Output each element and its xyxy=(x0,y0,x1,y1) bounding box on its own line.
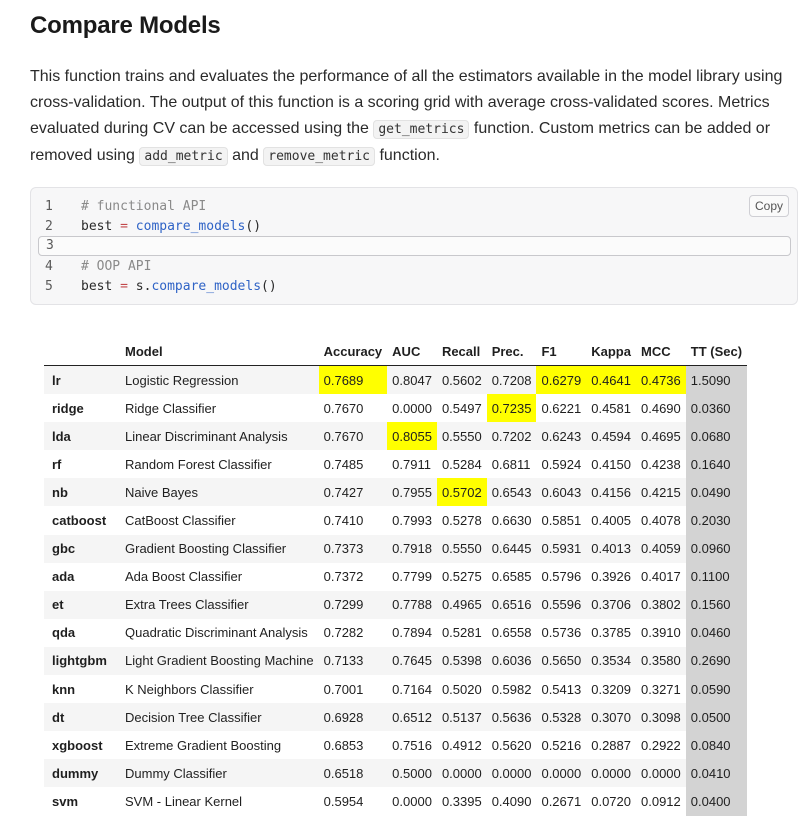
cell-mcc: 0.3580 xyxy=(636,647,686,675)
cell-index: knn xyxy=(52,681,76,697)
cell-kappa: 0.0720 xyxy=(591,793,631,809)
cell-auc: 0.7788 xyxy=(387,591,437,619)
description xyxy=(30,64,800,170)
cell-accuracy: 0.7299 xyxy=(319,591,388,619)
cell-index: nb xyxy=(44,478,120,506)
inline-code-remove-metric: remove_metric xyxy=(263,147,375,166)
cell-recall: 0.5398 xyxy=(437,647,487,675)
cell-kappa: 0.4581 xyxy=(591,400,631,416)
column-header-recall: Recall xyxy=(437,338,487,366)
cell-precision: 0.5982 xyxy=(491,681,532,697)
cell-precision: 0.7235 xyxy=(487,394,537,422)
cell-model: K Neighbors Classifier xyxy=(125,681,254,697)
cell-kappa: 0.3534 xyxy=(586,647,636,675)
cell-tt: 1.5090 xyxy=(686,366,747,395)
cell-f1: 0.5413 xyxy=(541,681,582,697)
cell-recall: 0.4912 xyxy=(441,737,482,753)
column-header-f1: F1 xyxy=(536,338,586,366)
cell-model: Gradient Boosting Classifier xyxy=(120,535,319,563)
cell-kappa: 0.4156 xyxy=(586,478,636,506)
cell-mcc: 0.4215 xyxy=(636,478,686,506)
table-row xyxy=(44,394,747,422)
code-line-5 xyxy=(31,277,797,297)
cell-kappa: 0.4150 xyxy=(591,456,631,472)
description-text-4: function. xyxy=(375,147,440,164)
cell-precision: 0.6036 xyxy=(487,647,537,675)
cell-f1: 0.2671 xyxy=(541,793,582,809)
cell-kappa: 0.4594 xyxy=(586,422,636,450)
cell-kappa: 0.3706 xyxy=(586,591,636,619)
cell-tt: 0.2030 xyxy=(686,506,747,534)
cell-recall: 0.5702 xyxy=(437,478,487,506)
cell-auc: 0.7955 xyxy=(387,478,437,506)
cell-model: Decision Tree Classifier xyxy=(120,703,319,731)
cell-recall: 0.5020 xyxy=(441,681,482,697)
cell-recall: 0.5284 xyxy=(441,456,482,472)
code-object: s. xyxy=(135,279,152,294)
cell-precision: 0.6516 xyxy=(487,591,537,619)
cell-f1: 0.5216 xyxy=(541,737,582,753)
cell-mcc: 0.4017 xyxy=(641,569,681,585)
table-row xyxy=(44,787,747,815)
code-statement xyxy=(81,277,277,297)
table-row xyxy=(44,675,747,703)
cell-accuracy: 0.5954 xyxy=(323,793,364,809)
cell-tt: 0.0590 xyxy=(686,675,747,703)
cell-auc: 0.5000 xyxy=(387,759,437,787)
table-row xyxy=(44,535,747,563)
cell-model: SVM - Linear Kernel xyxy=(125,793,243,809)
cell-precision: 0.6811 xyxy=(491,456,531,472)
table-row xyxy=(44,506,747,534)
cell-accuracy: 0.7373 xyxy=(319,535,388,563)
cell-recall: 0.4965 xyxy=(437,591,487,619)
cell-auc: 0.0000 xyxy=(392,400,432,416)
cell-mcc: 0.3910 xyxy=(641,625,681,641)
cell-model: Ada Boost Classifier xyxy=(125,569,243,585)
cell-model: CatBoost Classifier xyxy=(125,513,236,529)
cell-precision: 0.6445 xyxy=(487,535,537,563)
cell-index: ridge xyxy=(52,400,84,416)
cell-precision: 0.7208 xyxy=(487,366,537,395)
column-header-accuracy: Accuracy xyxy=(319,338,388,366)
code-variable: best xyxy=(81,219,113,234)
cell-accuracy: 0.7001 xyxy=(323,681,364,697)
cell-tt: 0.0500 xyxy=(686,703,747,731)
cell-model: Extra Trees Classifier xyxy=(120,591,319,619)
cell-tt: 0.0460 xyxy=(686,619,747,647)
code-function: compare_models xyxy=(151,279,262,294)
code-variable: best xyxy=(81,279,113,294)
code-line-2 xyxy=(31,217,797,237)
cell-accuracy: 0.6518 xyxy=(319,759,388,787)
cell-f1: 0.5328 xyxy=(536,703,586,731)
code-statement xyxy=(81,217,261,237)
cell-recall: 0.3395 xyxy=(441,793,482,809)
cell-index: rf xyxy=(52,456,62,472)
cell-tt: 0.0490 xyxy=(686,478,747,506)
column-header-tt: TT (Sec) xyxy=(686,338,747,366)
cell-precision: 0.4090 xyxy=(491,793,532,809)
table-row xyxy=(44,563,747,591)
cell-auc: 0.7918 xyxy=(387,535,437,563)
cell-mcc: 0.3271 xyxy=(641,681,681,697)
cell-f1: 0.5796 xyxy=(541,569,582,585)
cell-recall: 0.5550 xyxy=(437,535,487,563)
table-row xyxy=(44,366,747,395)
code-parens: () xyxy=(261,279,277,294)
cell-kappa: 0.3070 xyxy=(586,703,636,731)
cell-index: qda xyxy=(52,625,76,641)
cell-f1: 0.5736 xyxy=(541,625,582,641)
cell-model: Linear Discriminant Analysis xyxy=(120,422,319,450)
cell-kappa: 0.2887 xyxy=(591,737,631,753)
cell-index: lda xyxy=(44,422,120,450)
line-number: 2 xyxy=(45,219,53,234)
cell-mcc: 0.2922 xyxy=(641,737,681,753)
cell-f1: 0.5931 xyxy=(536,535,586,563)
cell-precision: 0.6630 xyxy=(491,513,532,529)
cell-precision: 0.0000 xyxy=(487,759,537,787)
code-line-4 xyxy=(31,257,797,277)
cell-precision: 0.5620 xyxy=(491,737,532,753)
cell-mcc: 0.3802 xyxy=(636,591,686,619)
cell-accuracy: 0.7427 xyxy=(319,478,388,506)
table-row xyxy=(44,450,747,478)
description-text-2: function. Custom metrics can be added or removed using xyxy=(30,120,771,164)
column-header-mcc: MCC xyxy=(636,338,686,366)
copy-button[interactable]: Copy xyxy=(749,195,789,217)
cell-recall: 0.5275 xyxy=(441,569,482,585)
line-number: 1 xyxy=(45,199,53,214)
description-text-1: This function trains and evaluates the performance of all the estimators available in the model library using cross-validation. The output of this function is a scoring grid with average cross-validated scores. Metrics evaluated during CV can be accessed using the xyxy=(30,68,783,137)
cell-mcc: 0.4736 xyxy=(636,366,686,395)
cell-auc: 0.7645 xyxy=(387,647,437,675)
cell-recall: 0.5137 xyxy=(437,703,487,731)
cell-accuracy: 0.7133 xyxy=(319,647,388,675)
code-comment: # OOP API xyxy=(81,259,152,274)
cell-mcc: 0.4078 xyxy=(641,513,681,529)
cell-f1: 0.0000 xyxy=(536,759,586,787)
cell-mcc: 0.4059 xyxy=(636,535,686,563)
column-header-auc: AUC xyxy=(387,338,437,366)
cell-auc: 0.7799 xyxy=(392,569,432,585)
cell-model: Dummy Classifier xyxy=(120,759,319,787)
cell-auc: 0.7164 xyxy=(392,681,432,697)
table-row xyxy=(44,647,747,675)
cell-tt: 0.0360 xyxy=(686,394,747,422)
cell-precision: 0.6558 xyxy=(491,625,532,641)
cell-precision: 0.6585 xyxy=(491,569,532,585)
cell-auc: 0.8055 xyxy=(387,422,437,450)
cell-accuracy: 0.6928 xyxy=(319,703,388,731)
cell-index: dummy xyxy=(44,759,120,787)
cell-index: ada xyxy=(52,569,75,585)
cell-model: Extreme Gradient Boosting xyxy=(125,737,282,753)
cell-index: catboost xyxy=(52,513,107,529)
cell-index: gbc xyxy=(44,535,120,563)
cell-index: dt xyxy=(44,703,120,731)
cell-f1: 0.6221 xyxy=(541,400,582,416)
cell-index: et xyxy=(44,591,120,619)
cell-kappa: 0.4005 xyxy=(591,513,631,529)
scoring-grid-table xyxy=(44,338,747,816)
code-operator: = xyxy=(112,219,136,234)
cell-model: Naive Bayes xyxy=(120,478,319,506)
cell-kappa: 0.3926 xyxy=(591,569,631,585)
description-text-3: and xyxy=(227,147,264,164)
cell-accuracy: 0.6853 xyxy=(323,737,364,753)
cell-kappa: 0.4013 xyxy=(586,535,636,563)
cell-tt: 0.2690 xyxy=(686,647,747,675)
cell-f1: 0.5924 xyxy=(541,456,582,472)
cell-accuracy: 0.7670 xyxy=(323,400,364,416)
code-line-1 xyxy=(31,197,797,217)
table-row xyxy=(44,703,747,731)
cell-f1: 0.6243 xyxy=(536,422,586,450)
cell-f1: 0.6279 xyxy=(536,366,586,395)
cell-tt: 0.1560 xyxy=(686,591,747,619)
cell-precision: 0.6543 xyxy=(487,478,537,506)
cell-accuracy: 0.7689 xyxy=(319,366,388,395)
description-paragraph xyxy=(30,64,800,170)
cell-accuracy: 0.7485 xyxy=(323,456,364,472)
table-row xyxy=(44,759,747,787)
cell-f1: 0.6043 xyxy=(536,478,586,506)
cell-index: lightgbm xyxy=(44,647,120,675)
cell-auc: 0.0000 xyxy=(392,793,432,809)
column-header-index xyxy=(44,338,120,366)
cell-kappa: 0.4641 xyxy=(586,366,636,395)
cell-f1: 0.5596 xyxy=(536,591,586,619)
cell-recall: 0.5497 xyxy=(441,400,482,416)
cell-auc: 0.6512 xyxy=(387,703,437,731)
cell-tt: 0.0410 xyxy=(686,759,747,787)
code-function: compare_models xyxy=(135,219,246,234)
cell-accuracy: 0.7670 xyxy=(319,422,388,450)
cell-recall: 0.5278 xyxy=(441,513,482,529)
cell-accuracy: 0.7372 xyxy=(323,569,364,585)
code-comment: # functional API xyxy=(81,199,207,214)
cell-tt: 0.0680 xyxy=(686,422,747,450)
cell-model: Ridge Classifier xyxy=(125,400,217,416)
column-header-precision: Prec. xyxy=(487,338,537,366)
line-number: 5 xyxy=(45,279,53,294)
cell-tt: 0.0840 xyxy=(686,731,747,759)
cell-recall: 0.5281 xyxy=(441,625,482,641)
cell-mcc: 0.3098 xyxy=(636,703,686,731)
cell-tt: 0.1640 xyxy=(686,450,747,478)
cell-mcc: 0.4690 xyxy=(641,400,681,416)
cell-recall: 0.5602 xyxy=(437,366,487,395)
cell-index: svm xyxy=(52,793,79,809)
cell-kappa: 0.3209 xyxy=(591,681,631,697)
code-operator: = xyxy=(112,279,136,294)
cell-precision: 0.7202 xyxy=(487,422,537,450)
cell-mcc: 0.0912 xyxy=(641,793,681,809)
column-header-kappa: Kappa xyxy=(586,338,636,366)
table-row xyxy=(44,731,747,759)
cell-model: Logistic Regression xyxy=(120,366,319,395)
column-header-model: Model xyxy=(120,338,319,366)
cell-tt: 0.0960 xyxy=(686,535,747,563)
code-line-3-active[interactable] xyxy=(38,236,791,256)
cell-model: Random Forest Classifier xyxy=(125,456,272,472)
cell-f1: 0.5650 xyxy=(536,647,586,675)
cell-recall: 0.0000 xyxy=(437,759,487,787)
table-row xyxy=(44,619,747,647)
cell-auc: 0.7993 xyxy=(392,513,432,529)
inline-code-add-metric: add_metric xyxy=(139,147,227,166)
inline-code-get-metrics: get_metrics xyxy=(373,120,469,139)
table-header-row xyxy=(44,338,747,366)
table-row xyxy=(44,478,747,506)
cell-kappa: 0.3785 xyxy=(591,625,631,641)
cell-auc: 0.7911 xyxy=(392,456,431,472)
cell-f1: 0.5851 xyxy=(541,513,582,529)
table-row xyxy=(44,422,747,450)
cell-model: Light Gradient Boosting Machine xyxy=(120,647,319,675)
cell-auc: 0.7516 xyxy=(392,737,432,753)
cell-index: lr xyxy=(44,366,120,395)
table-row xyxy=(44,591,747,619)
cell-recall: 0.5550 xyxy=(437,422,487,450)
cell-accuracy: 0.7410 xyxy=(323,513,364,529)
line-number: 4 xyxy=(45,259,53,274)
cell-mcc: 0.4238 xyxy=(641,456,681,472)
cell-mcc: 0.4695 xyxy=(636,422,686,450)
cell-auc: 0.8047 xyxy=(387,366,437,395)
code-block[interactable] xyxy=(30,187,798,305)
cell-model: Quadratic Discriminant Analysis xyxy=(125,625,308,641)
cell-precision: 0.5636 xyxy=(487,703,537,731)
cell-accuracy: 0.7282 xyxy=(323,625,364,641)
page-title: Compare Models xyxy=(30,12,221,39)
cell-index: xgboost xyxy=(52,737,103,753)
cell-tt: 0.0400 xyxy=(686,787,747,815)
line-number: 3 xyxy=(46,238,54,253)
cell-kappa: 0.0000 xyxy=(586,759,636,787)
cell-auc: 0.7894 xyxy=(392,625,432,641)
code-parens: () xyxy=(245,219,262,234)
cell-tt: 0.1100 xyxy=(686,563,747,591)
table-body xyxy=(44,366,747,816)
cell-mcc: 0.0000 xyxy=(636,759,686,787)
